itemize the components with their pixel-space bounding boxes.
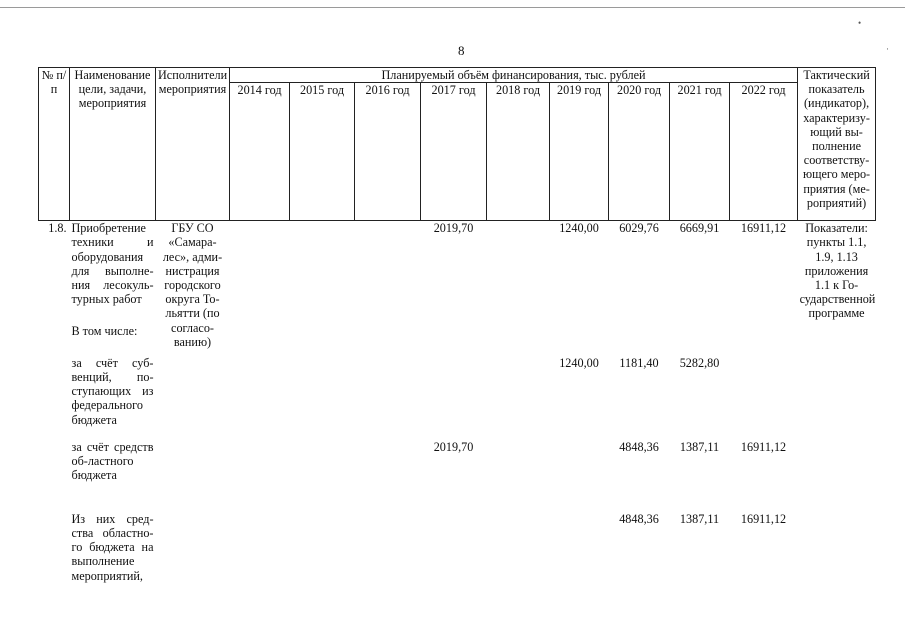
value-cell (355, 512, 421, 584)
value-cell (355, 324, 421, 356)
value-cell (290, 356, 355, 440)
value-cell: 16911,12 (740, 439, 787, 454)
value-cell (487, 512, 550, 584)
header-indicator: Тактический показатель (индикатор), характеризу-ющий вы-полнение соответству-ющего меро-приятия (ме-роприятий) (798, 68, 876, 221)
value-cell: 6029,76 (619, 221, 659, 236)
value-cell (730, 356, 798, 440)
value-cell (290, 440, 355, 512)
value-cell: 2019,70 (433, 439, 474, 454)
row-name: В том числе: (71, 323, 138, 338)
value-cell (487, 440, 550, 512)
table-row (39, 440, 876, 512)
value-cell (487, 221, 550, 324)
value-cell: 16911,12 (740, 511, 787, 526)
header-year: 2019 год (550, 83, 609, 221)
row-name: за счёт средств об-ластного бюджета (71, 439, 154, 483)
value-cell: 1240,00 (559, 221, 599, 236)
header-row-1 (39, 68, 876, 83)
header-year: 2021 год (670, 83, 730, 221)
row-name: Приобретение техники и оборудования для выполне-ния лесокуль-турных работ (71, 221, 154, 307)
header-name: Наименование цели, задачи, мероприятия (70, 68, 156, 221)
header-number: № п/п (39, 68, 70, 221)
value-cell (670, 324, 730, 356)
value-cell (230, 440, 290, 512)
header-year: 2022 год (730, 83, 798, 221)
row-number (39, 324, 70, 356)
scan-speck: · (886, 44, 889, 54)
value-cell (487, 324, 550, 356)
header-year: 2018 год (487, 83, 550, 221)
value-cell: 16911,12 (740, 221, 787, 236)
row-number: 1.8. (48, 221, 67, 236)
value-cell (487, 356, 550, 440)
row-executors (156, 440, 230, 512)
table-row (39, 512, 876, 584)
header-executors: Исполнители мероприятия (156, 68, 230, 221)
row-indicator: Показатели: пункты 1.1, 1.9, 1.13 приложения 1.1 к Го-сударственной программе (799, 221, 876, 321)
row-executors (156, 356, 230, 440)
header-planned-financing: Планируемый объём финансирования, тыс. рублей (230, 68, 798, 83)
value-cell: 1181,40 (619, 355, 659, 370)
value-cell: 2019,70 (433, 221, 474, 236)
value-cell: 1240,00 (559, 355, 599, 370)
table-row (39, 221, 876, 324)
value-cell (290, 221, 355, 324)
value-cell: 4848,36 (619, 511, 659, 526)
row-executors (156, 512, 230, 584)
table-row (39, 356, 876, 440)
value-cell (550, 440, 609, 512)
row-name: Из них сред-ства областно-го бюджета на выполнение мероприятий, (71, 511, 154, 583)
row-executors: ГБУ СО «Самара-лес», адми-нистрация городского округа То-льятти (по согласо-ванию) (162, 221, 223, 349)
value-cell (550, 324, 609, 356)
page-top-border (0, 7, 905, 8)
value-cell (609, 324, 670, 356)
value-cell: 6669,91 (679, 221, 720, 236)
value-cell (230, 324, 290, 356)
value-cell (355, 356, 421, 440)
value-cell (421, 356, 487, 440)
row-number (39, 440, 70, 512)
financing-table (38, 67, 876, 584)
value-cell (355, 221, 421, 324)
page-number: 8 (458, 43, 465, 58)
header-year: 2017 год (421, 83, 487, 221)
value-cell (355, 440, 421, 512)
value-cell (290, 512, 355, 584)
header-year: 2014 год (230, 83, 290, 221)
value-cell: 5282,80 (679, 355, 720, 370)
row-name: за счёт суб-венций, по-ступающих из федерального бюджета (71, 355, 154, 427)
value-cell (730, 324, 798, 356)
header-year: 2015 год (290, 83, 355, 221)
row-number (39, 512, 70, 584)
header-year: 2020 год (609, 83, 670, 221)
value-cell (230, 221, 290, 324)
value-cell (550, 512, 609, 584)
value-cell (230, 356, 290, 440)
value-cell (290, 324, 355, 356)
row-number (39, 356, 70, 440)
row-indicator (798, 512, 876, 584)
scan-speck: • (858, 18, 862, 28)
value-cell (230, 512, 290, 584)
value-cell: 1387,11 (679, 511, 720, 526)
value-cell: 4848,36 (619, 439, 659, 454)
value-cell: 1387,11 (679, 439, 720, 454)
row-indicator (798, 440, 876, 512)
value-cell (421, 512, 487, 584)
value-cell (421, 324, 487, 356)
header-year: 2016 год (355, 83, 421, 221)
row-indicator (798, 356, 876, 440)
